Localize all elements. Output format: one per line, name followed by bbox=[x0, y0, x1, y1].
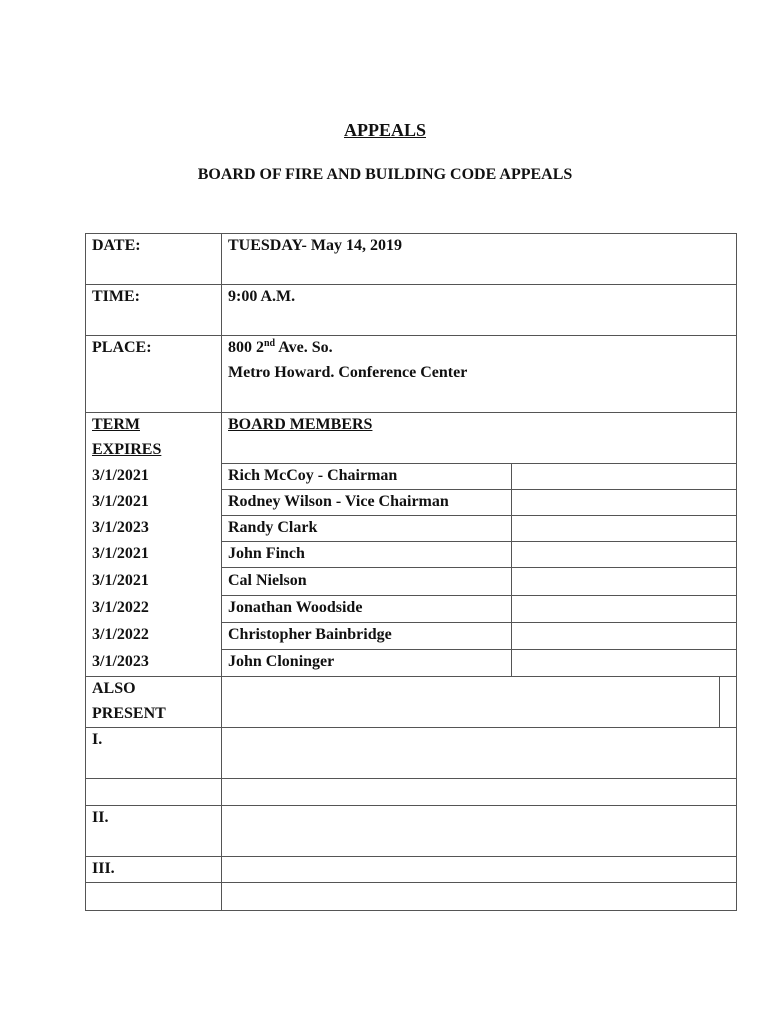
time-label: TIME: bbox=[92, 288, 140, 305]
member-name: John Finch bbox=[228, 545, 305, 562]
expires-label: EXPIRES bbox=[92, 441, 162, 458]
document-title: APPEALS bbox=[343, 120, 426, 140]
place-address: 800 2nd Ave. So. bbox=[228, 338, 333, 356]
time-value: 9:00 A.M. bbox=[228, 288, 296, 305]
member-term: 3/1/2021 bbox=[92, 572, 149, 589]
date-value: TUESDAY- May 14, 2019 bbox=[228, 237, 402, 254]
also-label: ALSO bbox=[92, 680, 136, 697]
date-label: DATE: bbox=[92, 237, 141, 254]
term-label: TERM bbox=[92, 416, 140, 433]
member-name: John Cloninger bbox=[228, 653, 335, 670]
present-label: PRESENT bbox=[92, 705, 166, 722]
agenda-item-2: II. bbox=[92, 809, 109, 826]
agenda-table bbox=[85, 233, 737, 911]
agenda-item-3: III. bbox=[92, 860, 115, 877]
member-term: 3/1/2023 bbox=[92, 653, 149, 670]
member-name: Randy Clark bbox=[228, 519, 318, 536]
member-term: 3/1/2022 bbox=[92, 599, 149, 616]
member-name: Cal Nielson bbox=[228, 572, 307, 589]
member-name: Jonathan Woodside bbox=[228, 599, 363, 616]
member-term: 3/1/2021 bbox=[92, 493, 149, 510]
member-term: 3/1/2023 bbox=[92, 519, 149, 536]
member-term: 3/1/2021 bbox=[92, 467, 149, 484]
member-term: 3/1/2021 bbox=[92, 545, 149, 562]
agenda-item-1: I. bbox=[92, 731, 103, 748]
member-name: Rich McCoy - Chairman bbox=[228, 467, 398, 484]
document-subtitle: BOARD OF FIRE AND BUILDING CODE APPEALS bbox=[197, 166, 573, 183]
place-label: PLACE: bbox=[92, 339, 152, 356]
member-name: Christopher Bainbridge bbox=[228, 626, 392, 643]
place-venue: Metro Howard. Conference Center bbox=[228, 364, 468, 381]
member-term: 3/1/2022 bbox=[92, 626, 149, 643]
member-name: Rodney Wilson - Vice Chairman bbox=[228, 493, 449, 510]
board-members-header: BOARD MEMBERS bbox=[228, 416, 373, 433]
